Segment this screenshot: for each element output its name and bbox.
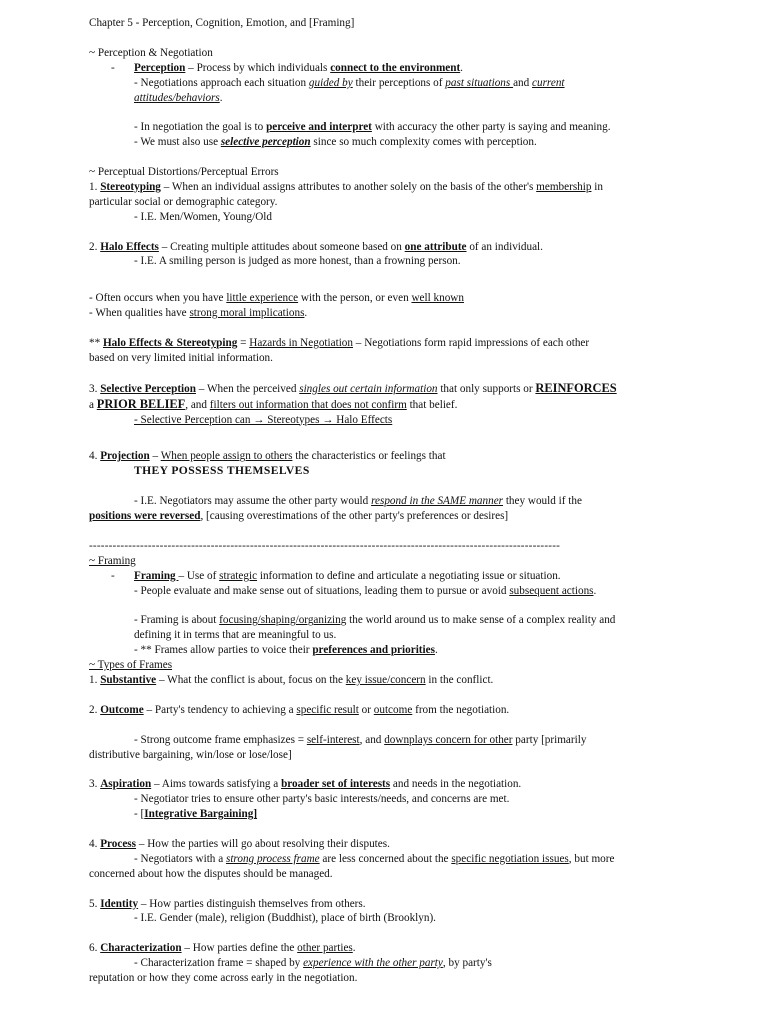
frame-identity-example: - I.E. Gender (male), religion (Buddhist), place of birth (Brooklyn). <box>134 912 436 925</box>
frame-process-example: - Negotiators with a strong process frame are less concerned about the specific negotiation issues, but more <box>134 852 615 865</box>
section-heading-framing: ~ Framing <box>89 554 136 567</box>
halo-occurs-line: - Often occurs when you have little experience with the person, or even well known <box>89 292 464 305</box>
frame-identity: 5. Identity – How parties distinguish themselves from others. <box>89 897 366 910</box>
frame-aspiration-example: - Negotiator tries to ensure other party's basic interests/needs, and concerns are met. <box>134 793 510 806</box>
selective-perception-chain: - Selective Perception can → Stereotypes → Halo Effects <box>134 413 393 426</box>
section-heading-distortions: ~ Perceptual Distortions/Perceptual Errors <box>89 166 279 179</box>
projection-caps: THEY POSSESS THEMSELVES <box>134 464 310 478</box>
framing-about-line-2: defining it in terms that are meaningful to us. <box>134 629 337 642</box>
hazards-note-2: based on very limited initial information. <box>89 351 273 364</box>
selective-perception-definition-2: a PRIOR BELIEF, and filters out information that does not confirm that belief. <box>89 396 458 411</box>
types-of-frames-heading: ~ Types of Frames <box>89 659 173 672</box>
framing-about-line: - Framing is about focusing/shaping/organizing the world around us to make sense of a complex reality and <box>134 614 616 627</box>
negotiation-approach-line: - Negotiations approach each situation guided by their perceptions of past situations and current <box>134 76 565 89</box>
projection-definition: 4. Projection – When people assign to others the characteristics or feelings that <box>89 450 446 463</box>
selective-perception-line: - We must also use selective perception since so much complexity comes with perception. <box>134 136 537 149</box>
frame-characterization-example: - Characterization frame = shaped by experience with the other party, by party's <box>134 957 492 970</box>
stereotyping-definition: 1. Stereotyping – When an individual assigns attributes to another solely on the basis of the other's membership in <box>89 180 603 193</box>
projection-example-2: positions were reversed, [causing overestimations of the other party's preferences or desires] <box>89 510 509 523</box>
frame-substantive: 1. Substantive – What the conflict is about, focus on the key issue/concern in the conflict. <box>89 674 494 687</box>
frame-outcome: 2. Outcome – Party's tendency to achieving a specific result or outcome from the negotiation. <box>89 703 510 716</box>
stereotyping-example: - I.E. Men/Women, Young/Old <box>134 210 273 223</box>
hazards-note: ** Halo Effects & Stereotyping = Hazards in Negotiation – Negotiations form rapid impressions of each other <box>89 337 590 350</box>
frame-outcome-strong: - Strong outcome frame emphasizes = self-interest, and downplays concern for other party [primarily <box>134 733 587 746</box>
frame-characterization: 6. Characterization – How parties define the other parties. <box>89 942 356 955</box>
frame-process: 4. Process – How the parties will go about resolving their disputes. <box>89 837 390 850</box>
document-page <box>89 16 685 986</box>
frame-characterization-example-2: reputation or how they come across early in the negotiation. <box>89 972 358 985</box>
section-heading-perception: ~ Perception & Negotiation <box>89 46 213 59</box>
frame-aspiration: 3. Aspiration – Aims towards satisfying a broader set of interests and needs in the negotiation. <box>89 778 522 791</box>
framing-allow-line: - ** Frames allow parties to voice their preferences and priorities. <box>134 644 438 657</box>
halo-moral-line: - When qualities have strong moral implications. <box>89 307 308 320</box>
frame-outcome-strong-2: distributive bargaining, win/lose or lose/lose] <box>89 748 292 761</box>
chapter-title: Chapter 5 - Perception, Cognition, Emotion, and [Framing] <box>89 17 355 29</box>
frame-aspiration-integrative: - [Integrative Bargaining] <box>134 808 258 821</box>
perception-definition: - Perception – Process by which individuals connect to the environment. <box>111 61 463 74</box>
halo-effects-definition: 2. Halo Effects – Creating multiple attitudes about someone based on one attribute of an individual. <box>89 240 543 253</box>
frame-process-example-2: concerned about how the disputes should be managed. <box>89 867 333 880</box>
section-divider: ------------------------------------------------------------------------------------------------------------------------ <box>89 539 561 552</box>
selective-perception-definition: 3. Selective Perception – When the perceived singles out certain information that only supports or REINFORCES <box>89 380 617 395</box>
negotiation-goal-line: - In negotiation the goal is to perceive and interpret with accuracy the other party is saying and meaning. <box>134 121 611 134</box>
halo-effects-example: - I.E. A smiling person is judged as more honest, than a frowning person. <box>134 255 461 268</box>
framing-definition: - Framing – Use of strategic information to define and articulate a negotiating issue or situation. <box>111 569 561 582</box>
framing-people-line: - People evaluate and make sense out of situations, leading them to pursue or avoid subsequent actions. <box>134 584 597 597</box>
stereotyping-definition-2: particular social or demographic category. <box>89 195 278 208</box>
projection-example: - I.E. Negotiators may assume the other party would respond in the SAME manner they would if the <box>134 495 582 508</box>
negotiation-approach-line-2: attitudes/behaviors. <box>134 91 223 104</box>
